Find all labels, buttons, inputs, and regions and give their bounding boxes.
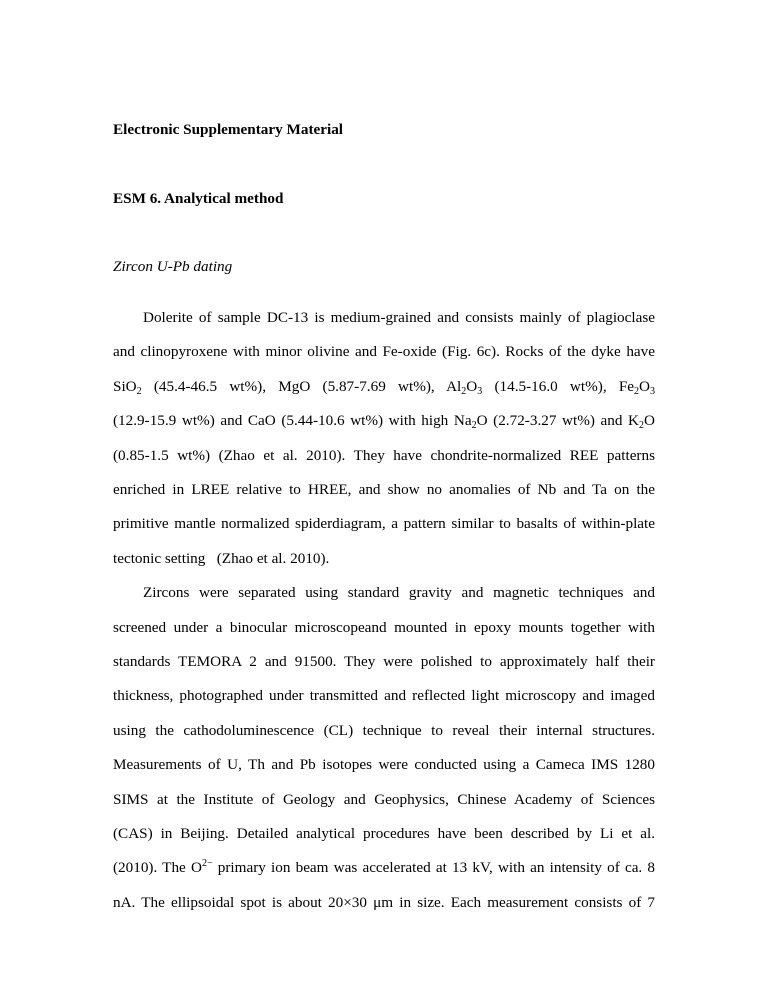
paragraph-2-line-5: using the cathodoluminescence (CL) technique to reveal their internal structures. <box>113 721 655 739</box>
paragraph-1-line-3: SiO$_2$ (45.4-46.5 wt%), MgO (5.87-7.69 wt%), $Al_2O_3$ (14.5-16.0 wt%), $Fe_2O_3$ <box>113 377 655 397</box>
paragraph-2-line-6: Measurements of U, Th and Pb isotopes were conducted using a Cameca IMS 1280 <box>113 756 655 774</box>
paragraph-2-line-4: thickness, photographed under transmitted and reflected light microscopy and imaged <box>113 687 655 705</box>
paragraph-2-line-2: screened under a binocular microscopeand mounted in epoxy mounts together with <box>113 618 655 636</box>
paragraph-1-line-4: (12.9-15.9 wt%) and CaO (5.44-10.6 wt%) with high $Na_2O$ (2.72-3.27 wt%) and $K_2O$ <box>113 412 655 432</box>
paragraph-2-line-9: (2010). The $O^{2-}$ primary ion beam was accelerated at 13 kV, with an intensity of ca. 8 <box>113 858 655 877</box>
paragraph-2-line-10: nA. The ellipsoidal spot is about 20×30 μm in size. Each measurement consists of 7 <box>113 893 655 911</box>
paragraph-2-line-3: standards TEMORA 2 and 91500. They were polished to approximately half their <box>113 653 655 670</box>
paragraph-1-line-8: tectonic setting (Zhao et al. 2010). <box>113 549 330 567</box>
paragraph-2-line-7: SIMS at the Institute of Geology and Geophysics, Chinese Academy of Sciences <box>113 790 655 808</box>
section-heading: ESM 6. Analytical method <box>113 190 284 207</box>
paragraph-2-line-8: (CAS) in Beijing. Detailed analytical procedures have been described by Li et al. <box>113 825 655 842</box>
paragraph-1-line-2: and clinopyroxene with minor olivine and Fe-oxide (Fig. 6c). Rocks of the dyke have <box>113 343 655 361</box>
paragraph-1-line-7: primitive mantle normalized spiderdiagram, a pattern similar to basalts of within-plate <box>113 515 655 533</box>
paragraph-1-line-5: (0.85-1.5 wt%) (Zhao et al. 2010). They have chondrite-normalized REE patterns <box>113 446 655 464</box>
document-title: Electronic Supplementary Material <box>113 121 344 138</box>
subsection-heading: Zircon U-Pb dating <box>113 258 233 275</box>
paragraph-2-line-1: Zircons were separated using standard gravity and magnetic techniques and <box>143 584 655 602</box>
paragraph-1-line-6: enriched in LREE relative to HREE, and show no anomalies of Nb and Ta on the <box>113 481 655 498</box>
paragraph-1-line-1: Dolerite of sample DC-13 is medium-grained and consists mainly of plagioclase <box>143 309 655 326</box>
